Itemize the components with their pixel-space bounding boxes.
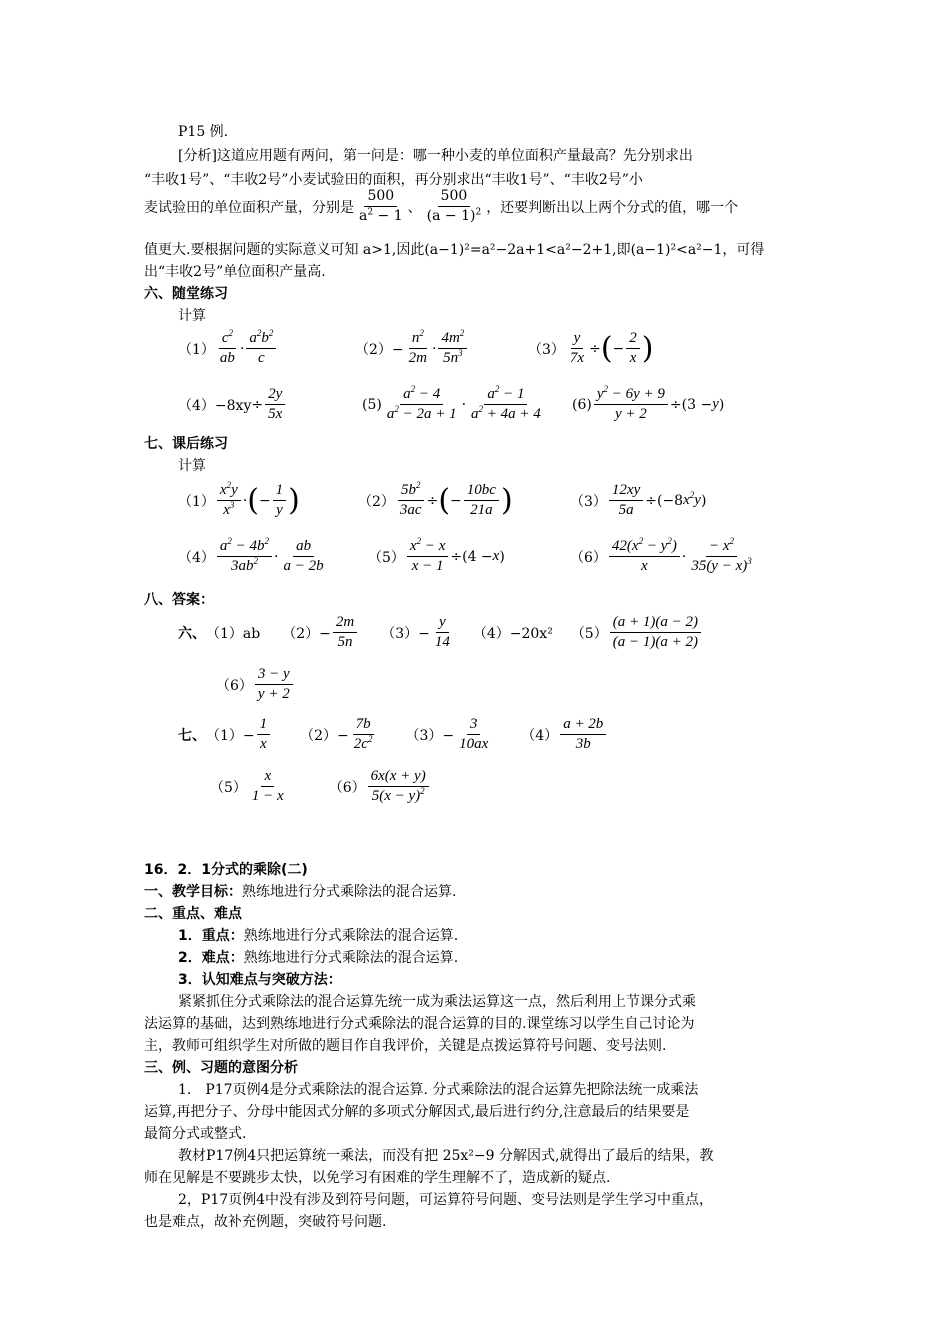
- exercise-6-1: （1） $c^2$ ab · $a^2b^2$ c: [178, 330, 278, 367]
- exercise-7-6: （6） $42(x^2 - y^2)$ x · − $x^2$ $35(y - x)^3$: [570, 536, 752, 574]
- intent-title: 三、例、习题的意图分析: [144, 1060, 298, 1076]
- section-sub: 计算: [178, 458, 206, 474]
- key-line: [178, 926, 458, 946]
- intent-line: 最简分式或整式.: [144, 1126, 247, 1142]
- method-line: 主，教师可组织学生对所做的题目作自我评价，关键是点拨运算符号问题、变号法则.: [144, 1038, 667, 1054]
- exercise-6-5: (5) $a^2 - 4$ $a^2 - 2a + 1$ · $a^2 - 1$ $a^2 + 4a + 4$: [362, 384, 541, 422]
- goal-text: 熟练地进行分式乘除法的混合运算.: [242, 884, 457, 900]
- exercise-prefix: （4）−8xy: [178, 397, 252, 414]
- answer-6-6: （6） 3 − y y + 2: [216, 666, 295, 703]
- analysis-text: ，还要判断出以上两个分式的值，哪一个: [486, 199, 739, 216]
- goal-label: 一、教学目标：: [144, 884, 242, 900]
- method-line: 紧紧抓住分式乘除法的混合运算先统一成为乘法运算这一点，然后利用上节课分式乘: [178, 994, 696, 1010]
- intent-line: 1． P17页例4是分式乘除法的混合运算. 分式乘除法的混合运算先把除法统一成乘法: [178, 1082, 699, 1098]
- method-line: 法运算的基础，达到熟练地进行分式乘除法的混合运算的目的.课堂练习以学生自己讨论为: [144, 1016, 695, 1032]
- answers-7: 七、 （1）− 1 x （2）− $\frac{7b}{2c^2}$ （3）− $\frac{3}{10ax}$ （4） a + 2b 3b: [178, 716, 608, 753]
- answers-6: 六、 （1）ab （2）− $\frac{2m}{5n}$ （3）− $\frac{y}{14}$ （4）−20x² （5） (a + 1)(a − 2) (a − 1)(a + 2): [178, 614, 703, 651]
- diff-line: [178, 948, 458, 968]
- intent-line: 2，P17页例4中没有涉及到符号问题，可运算符号问题、变号法则是学生学习中重点，: [178, 1192, 714, 1208]
- section-title: 八、答案：: [144, 592, 214, 608]
- analysis-line: 值更大.要根据问题的实际意义可知 a>1,因此(a−1)²=a²−2a+1<a²−2+1,即(a−1)²<a²−1，可得: [144, 242, 765, 258]
- key-label: 1．重点：: [178, 928, 244, 944]
- diff-label: 2．难点：: [178, 950, 244, 966]
- diff-text: 熟练地进行分式乘除法的混合运算.: [243, 950, 459, 966]
- section-title: 七、课后练习: [144, 436, 228, 452]
- intent-line: 师在见解是不要跳步太快，以免学习有困难的学生理解不了，造成新的疑点.: [144, 1170, 611, 1186]
- exercise-7-2: （2） $5b^2$ 3ac ÷ ( − 10bc 21a ): [358, 480, 513, 518]
- exercise-7-1: （1） $x^2y$ $x^3$ · ( − 1 y ): [178, 480, 300, 518]
- exercise-6-6: (6) $y^2 - 6y + 9$ y + 2 ÷(3 − y ): [572, 384, 725, 422]
- answer-label: 六、: [178, 625, 206, 642]
- p15-title: P15 例.: [178, 124, 229, 140]
- analysis-line: [分析]这道应用题有两问，第一问是：哪一种小麦的单位面积产量最高？先分别求出: [178, 148, 693, 164]
- exercise-7-5: （5） $x^2 - x$ x − 1 ÷(4 − x ): [368, 536, 505, 574]
- exercise-6-3: （3） y 7x ÷ ( − 2 x ): [528, 330, 654, 366]
- exercise-6-4: （4）−8xy ÷ 2y 5x: [178, 386, 287, 423]
- key-title: 二、重点、难点: [144, 906, 242, 922]
- exercise-7-3: （3） 12xy 5a ÷(−8 $x^2y$ ): [570, 482, 707, 518]
- analysis-line-fractions: 麦试验田的单位面积产量，分别是 500 $a^2 - 1$ 、 500 $(a - 1)^2$ ，还要判断出以上两个分式的值，哪一个: [144, 188, 739, 224]
- lesson-title: 16．2．1分式的乘除(二): [144, 862, 308, 878]
- answer-6-1: （1）ab: [206, 625, 261, 642]
- intent-line: 教材P17例4只把运算统一乘法，而没有把 25x²−9 分解因式,就得出了最后的结果，教: [178, 1148, 714, 1164]
- intent-line: 也是难点，故补充例题，突破符号问题.: [144, 1214, 387, 1230]
- exercise-7-4: （4） $a^2 - 4b^2$ $3ab^2$ · ab a − 2b: [178, 536, 324, 574]
- fraction: 500 $(a - 1)^2$: [426, 188, 482, 224]
- answer-label: 七、: [178, 727, 206, 744]
- answers-7-row2: （5） x 1 − x （6） 6x(x + y) $5(x - y)^2$: [210, 768, 431, 805]
- analysis-text: 麦试验田的单位面积产量，分别是: [144, 199, 354, 216]
- section-title: 六、随堂练习: [144, 286, 228, 302]
- analysis-line: “丰收1号”、“丰收2号”小麦试验田的面积，再分别求出“丰收1号”、“丰收2号”小: [144, 172, 643, 188]
- intent-line: 运算,再把分子、分母中能因式分解的多项式分解因式,最后进行约分,注意最后的结果要是: [144, 1104, 690, 1120]
- analysis-line: 出“丰收2号”单位面积产量高.: [144, 264, 326, 280]
- section-sub: 计算: [178, 308, 206, 324]
- answer-6-4: （4）−20x²: [472, 625, 553, 642]
- goal-line: [144, 882, 456, 902]
- key-text: 熟练地进行分式乘除法的混合运算.: [243, 928, 459, 944]
- fraction: 500 $a^2 - 1$: [359, 188, 403, 224]
- method-title: 3．认知难点与突破方法：: [178, 972, 342, 988]
- exercise-6-2: （2）− $n^2$ 2m · $4m^2$ $5n^3$: [355, 330, 469, 367]
